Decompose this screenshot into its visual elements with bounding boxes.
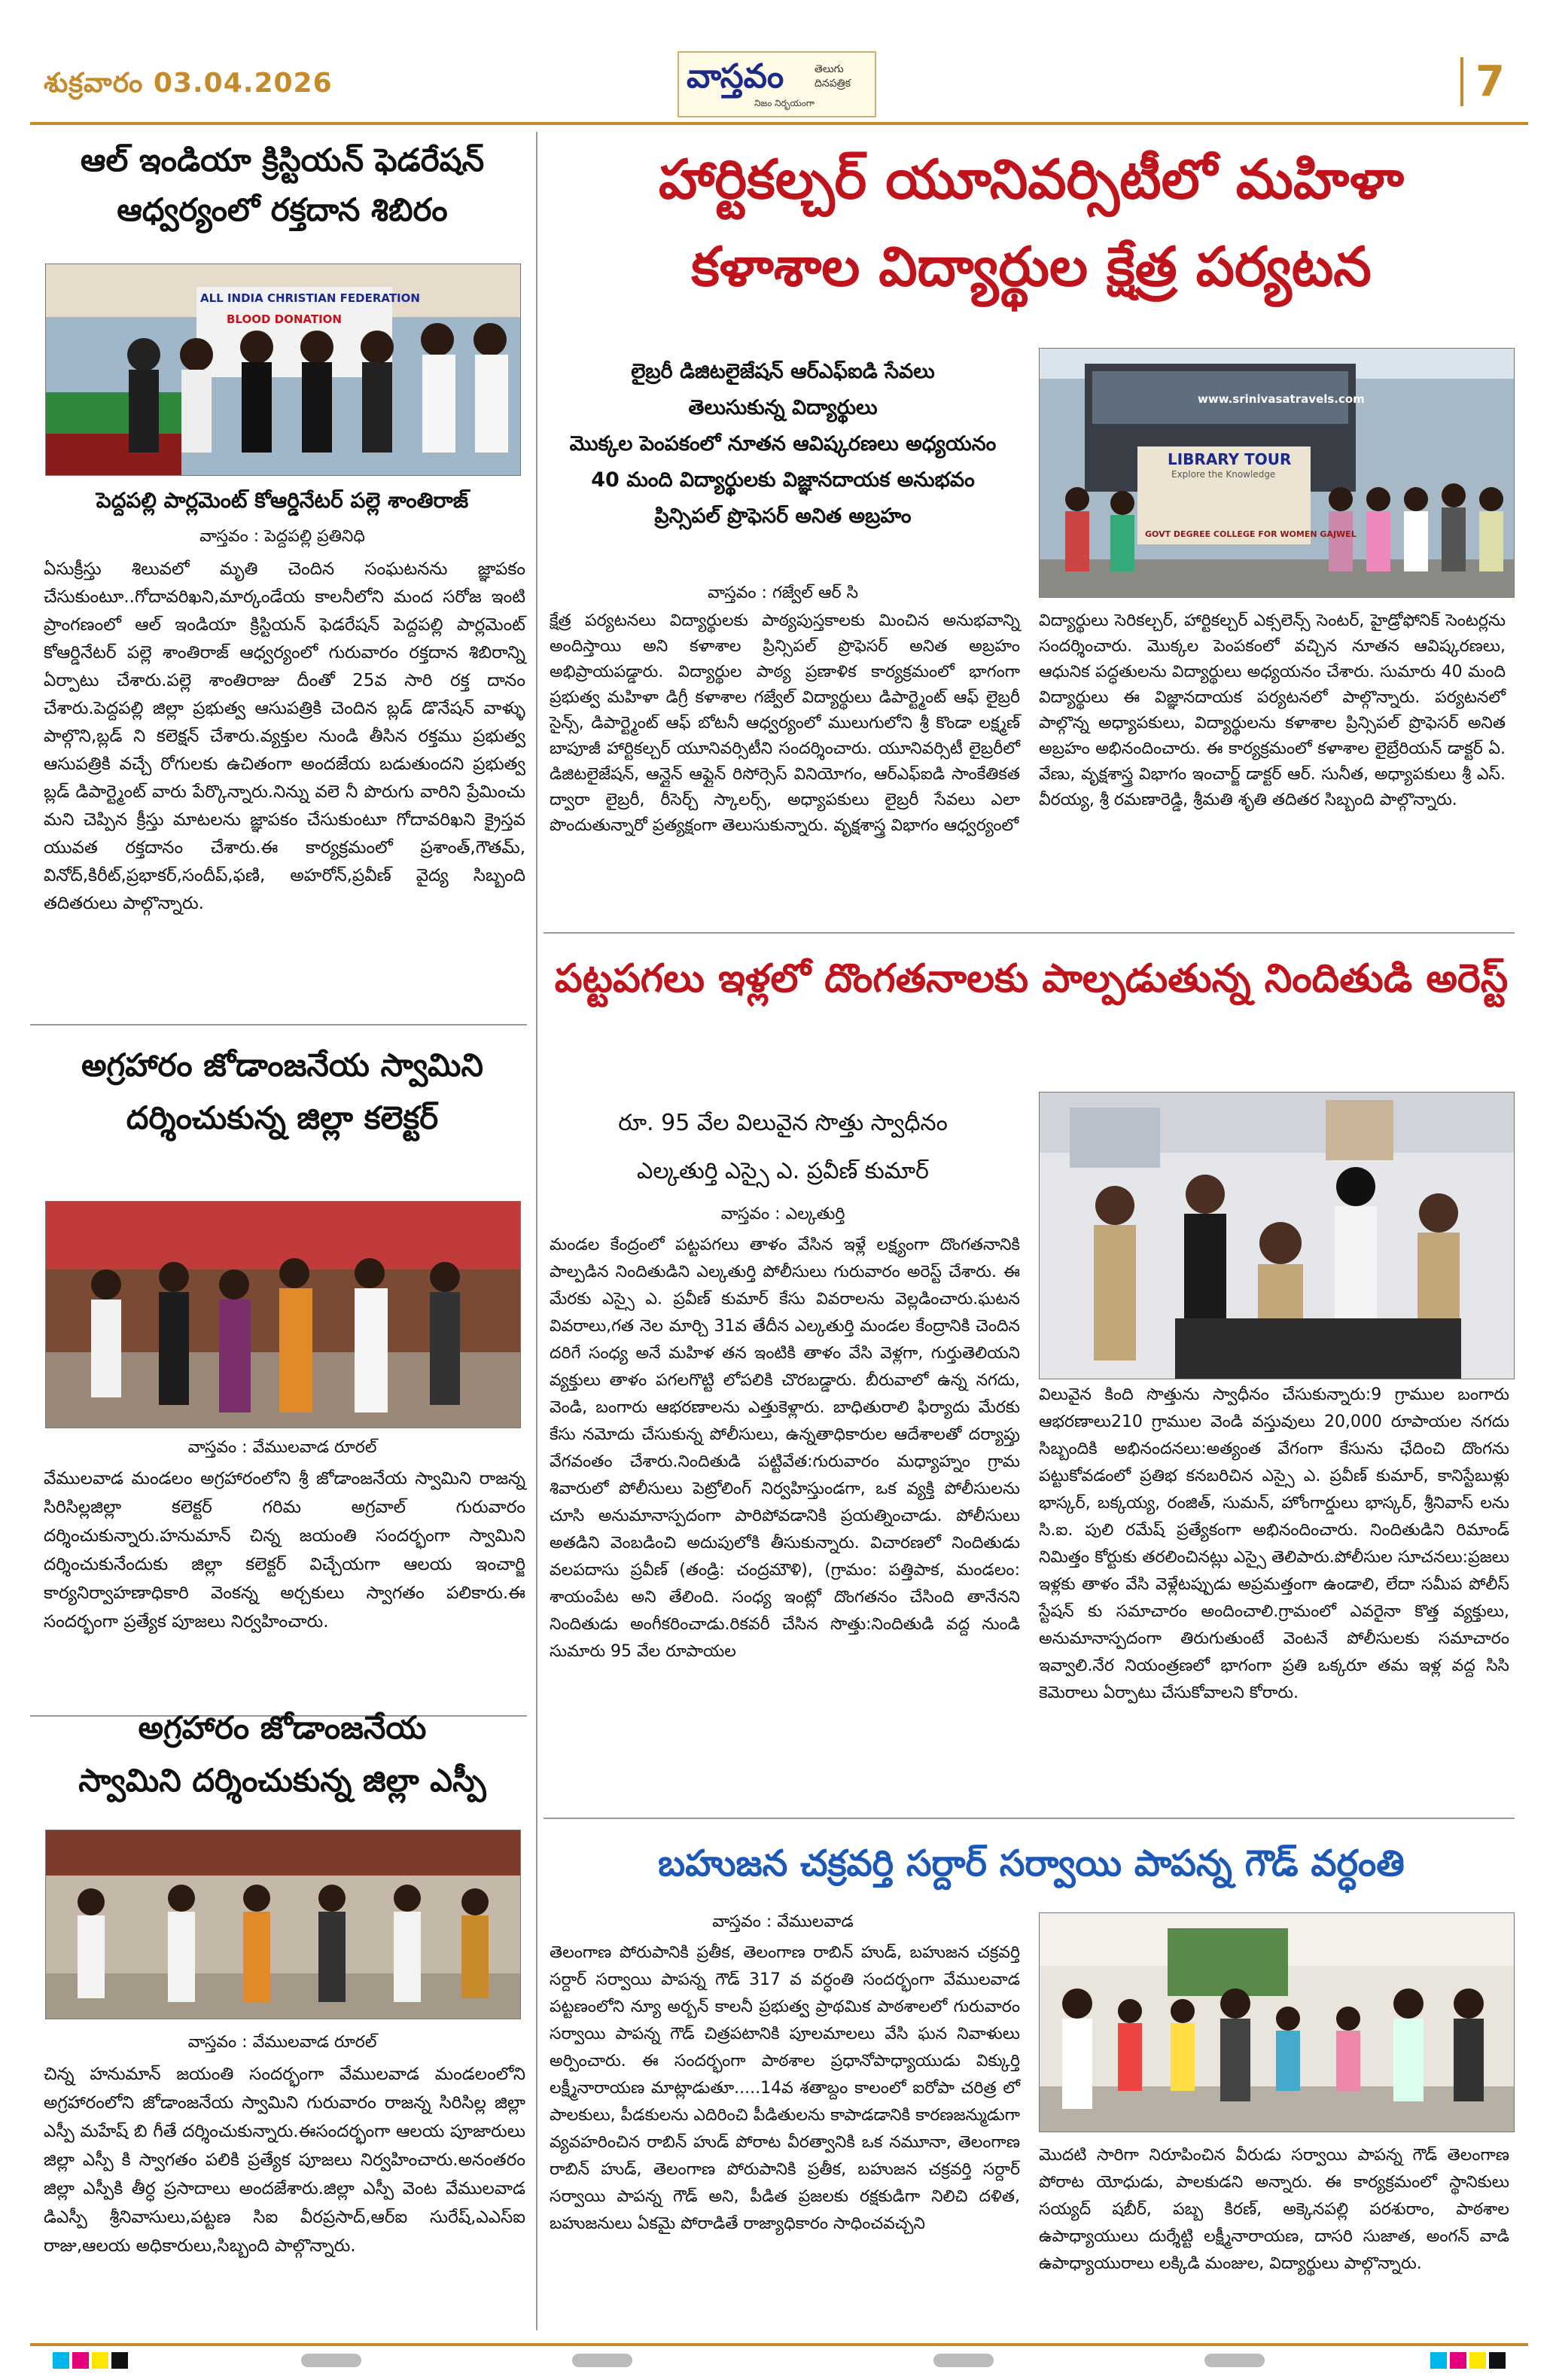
article4-subhead: ప్రిన్సిపల్ ప్రొఫెసర్ అనిత అబ్రహం (654, 504, 912, 528)
article3-photo (45, 1830, 521, 2019)
color-swatch (1469, 2352, 1486, 2369)
article4-dateline: వాస్తవం : గజ్వేల్ ఆర్ సి (707, 584, 859, 602)
article2-headline-line2: దర్శించుకున్న జిల్లా కలెక్టర్ (126, 1099, 439, 1136)
article4-subhead: తెలుసుకున్న విద్యార్థులు (688, 396, 878, 419)
article1-photo (45, 264, 521, 476)
section-divider (544, 1818, 1515, 1819)
registration-mark (1204, 2354, 1265, 2367)
bus-website-text: www.srinivasatravels.com (1198, 392, 1365, 406)
article6-headline: బహుజన చక్రవర్తి సర్దార్ సర్వాయి పాపన్న గౌడ్ వర్ధంతి (658, 1842, 1405, 1885)
article4-headline-line1: హార్టికల్చర్ యూనివర్సిటీలో మహిళా (659, 148, 1404, 211)
article6-body-left: తెలంగాణ పోరుపానికి ప్రతీక, తెలంగాణ రాబిన్ హుడ్, బహుజన చక్రవర్తి సర్దార్ సర్వాయి పాపన్న గౌడ్ 317 వ వర్ధంతి సందర్భంగా వేములవాడ పట్టణంలోని న్యూ అర్బన్ కాలనీ ప్రభుత్వ ప్రాథమిక పాఠశాలలో గురువారం సర్వాయి పాపన్న గౌడ్ చిత్రపటానికి పూలమాలలు వేసి ఘన నివాళులు అర్పించారు. ఈ సందర్భంగా పాఠశాల ప్రధానోపాధ్యాయుడు విక్కుర్తి లక్ష్మీనారాయణ మాట్లాడుతూ.....14వ శతాబ్దం కాలంలో ఐరోపా చరిత్ర లో పాలకులు, పీడకులను ఎదిరించి పీడితులను కాపాడడానికి కారణజన్ముడుగా వ్యవహరించిన రాబిన్ హుడ్ పోరాట వీరత్వానికి ఒక నమూనా, తెలంగాణ రాబిన్ హుడ్, తెలంగాణ పోరుపానికి ప్రతీక, బహుజన చక్రవర్తి సర్దార్ సర్వాయి పాపన్న గౌడ్ అని, పీడిత ప్రజలకు రక్షకుడిగా నిలిచి దళిత, బహుజనులు ఏకమై పోరాడితే రాజ్యాధికారం సాధించవచ్చని (550, 1943, 1020, 2233)
article1-headline-line1: ఆల్ ఇండియా క్రిస్టియన్ ఫెడరేషన్ (80, 142, 485, 178)
article5-body-right: విలువైన కింది సొత్తును స్వాధీనం చేసుకున్నారు:9 గ్రాముల బంగారు ఆభరణాలు210 గ్రాముల వెండి వస్తువులు 20,000 రూపాయల నగదు సిబ్బందికి అభినందనలు:అత్యంత వేగంగా కేసును ఛేదించి దొంగను పట్టుకోవడంలో ప్రతిభ కనబరిచిన ఎస్సై ఎ. ప్రవీణ్ కుమార్, కానిస్టేబుళ్లు భాస్కర్, బక్కయ్య, రంజిత్, సుమన్, హోంగార్డులు భాస్కర్, శ్రీనివాస్ లను సి.ఐ. పులి రమేష్ ప్రత్యేకంగా అభినందించారు. నిందితుడిని రిమాండ్ నిమిత్తం కోర్టుకు తరలించినట్లు ఎస్సై తెలిపారు.పోలీసుల సూచనలు:ప్రజలు ఇళ్లకు తాళం వేసి వెళ్లేటప్పుడు అప్రమత్తంగా ఉండాలి, లేదా సమీప పోలీస్ స్టేషన్ కు సమాచారం అందించాలి.గ్రామంలో ఎవరైనా కొత్త వ్యక్తులు, అనుమానాస్పదంగా తిరుగుతుంటే వెంటనే పోలీసులకు సమాచారం ఇవ్వాలి.నేర నియంత్రణలో భాగంగా ప్రతి ఒక్కరూ తమ ఇళ్ల వద్ద సిసి కెమెరాలు ఏర్పాటు చేసుకోవాలని కోరారు. (1039, 1385, 1509, 1702)
police-arrest-photo (1040, 1092, 1514, 1379)
article2-headline (30, 1039, 534, 1144)
collector-temple-photo (46, 1202, 520, 1428)
color-swatch (1489, 2352, 1506, 2369)
library-tour-subtext: Explore the Knowledge (1171, 469, 1276, 480)
registration-mark (572, 2354, 632, 2367)
college-name-banner: GOVT DEGREE COLLEGE FOR WOMEN GAJWEL (1145, 529, 1357, 539)
school-tribute-photo (1040, 1913, 1514, 2132)
article4-headline (542, 136, 1521, 310)
registration-mark (301, 2354, 361, 2367)
article4-body-right: విద్యార్థులు సెరికల్చర్, హార్టికల్చర్ ఎక్సలెన్స్ సెంటర్, హైడ్రోఫోనిక్ సెంటర్లను సందర్శించారు. మొక్కల పెంపకంలో వచ్చిన నూతన ఆవిష్కరణలు, ఆధునిక పద్ధతులను విద్యార్థులు అధ్యయనం చేశారు. సుమారు 40 మంది విద్యార్థులు ఈ విజ్ఞానదాయక పర్యటనలో పాల్గొన్నారు. పర్యటనలో పాల్గొన్న అధ్యాపకులు, విద్యార్థులను కళాశాల ప్రిన్సిపల్ ప్రొఫెసర్ అనిత అబ్రహం అభినందించారు. ఈ కార్యక్రమంలో కళాశాల లైబ్రేరియన్ డాక్టర్ ఏ. వేణు, వృక్షశాస్త్ర విభాగం ఇంచార్జ్ డాక్టర్ ఆర్. సునీత, అధ్యాపకులు శ్రీ ఎస్. వీరయ్య, శ్రీ రమణారెడ్డి, శ్రీమతి శృతి తదితర సిబ్బంది పాల్గొన్నారు. (1039, 611, 1506, 809)
photo-banner-subtext: BLOOD DONATION (227, 312, 342, 326)
article1-caption: పెద్దపల్లి పార్లమెంట్ కోఆర్డినేటర్ పల్లె శాంతిరాజ్ (96, 488, 469, 513)
color-swatch (72, 2352, 89, 2369)
article2-dateline: వాస్తవం : వేములవాడ రూరల్ (187, 1438, 377, 1457)
article5-dateline: వాస్తవం : ఎల్కతుర్తి (720, 1205, 845, 1224)
article4-photo (1039, 348, 1515, 598)
photo-banner-text: ALL INDIA CHRISTIAN FEDERATION (200, 291, 420, 305)
registration-mark (933, 2354, 994, 2367)
logo-subtitle: తెలుగు దినపత్రిక (815, 63, 851, 90)
college-tour-photo (1040, 349, 1514, 597)
article5-subheads (550, 1099, 1016, 1196)
article4-body-left: క్షేత్ర పర్యటనలు విద్యార్థులకు పాఠ్యపుస్తకాలకు మించిన అనుభవాన్ని అందిస్తాయి అని కళాశాల ప్రిన్సిపల్ ప్రొఫెసర్ అనిత అబ్రహం అభిప్రాయపడ్డారు. విద్యార్థుల పాఠ్య ప్రణాళిక కార్యక్రమంలో భాగంగా ప్రభుత్వ మహిళా డిగ్రీ కళాశాల గజ్వేల్ విద్యార్థులు డిపార్ట్మెంట్ ఆఫ్ లైబ్రరీ సైన్స్, డిపార్ట్మెంట్ ఆఫ్ బోటనీ ఆధ్వర్యంలో ములుగులోని శ్రీ కొండా లక్ష్మణ్ బాపూజీ హార్టికల్చర్ యూనివర్సిటీని సందర్శించారు. యూనివర్సిటీ లైబ్రరీలో డిజిటలైజేషన్, ఆన్లైన్ ఆఫ్లైన్ రిసోర్సెస్ వినియోగం, ఆర్ఎఫ్ఐడి సాంకేతికత ద్వారా లైబ్రరీ, రీసెర్చ్ స్కాలర్స్, అధ్యాపకులు లైబ్రరీ సేవలు ఎలా పొందుతున్నారో ప్రత్యక్షంగా తెలుసుకున్నారు. వృక్షశాస్త్ర విభాగం ఆధ్వర్యంలో (550, 611, 1020, 835)
section-divider (544, 932, 1515, 934)
column-divider (536, 132, 537, 2330)
header-rule (30, 122, 1528, 125)
article3-headline (30, 1702, 534, 1807)
article2-body: వేములవాడ మండలం అగ్రహారంలోని శ్రీ జోడాంజనేయ స్వామిని రాజన్న సిరిసిల్లజిల్లా కలెక్టర్ గరిమ అగ్రవాల్ గురువారం దర్శించుకున్నారు.హనుమాన్ చిన్న జయంతి సందర్భంగా స్వామిని దర్శించుకునేందుకు జిల్లా కలెక్టర్ విచ్చేయగా ఆలయ ఇంచార్జి కార్యనిర్వాహణాధికారి వెంకన్న అర్చకులు స్వాగతం పలికారు.ఈ సందర్భంగా ప్రత్యేక పూజలు నిర్వహించారు. (44, 1469, 525, 1632)
color-swatch (111, 2352, 128, 2369)
article4-subheads (550, 354, 1016, 535)
article1-headline (30, 136, 534, 235)
article3-headline-line2: స్వామిని దర్శించుకున్న జిల్లా ఎస్పీ (78, 1762, 486, 1799)
library-tour-banner: LIBRARY TOUR (1168, 450, 1292, 468)
article5-body-left: మండల కేంద్రంలో పట్టపగలు తాళం వేసిన ఇళ్లే లక్ష్యంగా దొంగతనానికి పాల్పడిన నిందితుడిని ఎల్కతుర్తి పోలీసులు గురువారం అరెస్ట్ చేశారు. ఈ మేరకు ఎస్సై ఎ. ప్రవీణ్ కుమార్ కేసు వివరాలను వెల్లడించారు.ఘటన వివరాలు,గత నెల మార్చి 31వ తేదీన ఎల్కతుర్తి మండల కేంద్రానికి చెందిన దరిగే సంధ్య అనే మహిళ తన ఇంటికి తాళం వేసి వెళ్లగా, గుర్తుతెలియని వ్యక్తులు తాళం పగలగొట్టి లోపలికి చొరబడ్డారు. బీరువాలో ఉన్న నగదు, వెండి, బంగారు ఆభరణాలను ఎత్తుకెళ్లారు. బాధితురాలి ఫిర్యాదు మేరకు కేసు నమోదు చేసుకున్న పోలీసులు, ఉన్నతాధికారుల ఆదేశాలతో దర్యాప్తు వేగవంతం చేశారు.నిందితుడి పట్టివేత:గురువారం మధ్యాహ్నం గ్రామ శివారులో పోలీసులు పెట్రోలింగ్ నిర్వహిస్తుండగా, ఒక వ్యక్తి పోలీసులను చూసి అనుమానాస్పదంగా పారిపోవడానికి ప్రయత్నించాడు. పోలీసులు అతడిని వెంబడించి అదుపులోకి తీసుకున్నారు. విచారణలో నిందితుడు వలపదాసు ప్రవీణ్ (తండ్రి: చంద్రమౌళి), (గ్రామం: పత్తిపాక, మండలం: శాయంపేట అని తేలింది. సంధ్య ఇంట్లో దొంగతనం చేసింది తానేనని నిందితుడు అంగీకరించాడు.రికవరీ చేసిన సొత్తు:నిందితుడి వద్ద నుండి సుమారు 95 వేల రూపాయల (550, 1236, 1020, 1661)
page-number: 7 (1460, 57, 1505, 106)
article6-dateline: వాస్తవం : వేములవాడ (712, 1912, 854, 1931)
page-date: శుక్రవారం 03.04.2026 (44, 68, 333, 99)
article6-body-right: మొదటి సారిగా నిరూపించిన వీరుడు సర్వాయి పాపన్న గౌడ్ తెలంగాణ పోరాట యోధుడు, పాలకుడని అన్నారు. ఈ కార్యక్రమంలో స్థానికులు సయ్యద్ షబీర్, పబ్బ కిరణ్, అక్కెనపల్లి పరశురాం, పాఠశాల ఉపాధ్యాయులు దుర్శేట్టి లక్ష్మీనారాయణ, దాసరి సుజాత, అంగన్ వాడి ఉపాధ్యాయురాలు లక్కిడి మంజుల, విద్యార్థులు పాల్గొన్నారు. (1039, 2146, 1509, 2273)
article1-body: ఏసుక్రీస్తు శిలువలో మృతి చెందిన సంఘటనను జ్ఞాపకం చేసుకుంటూ..గోదావరిఖని,మార్కండేయ కాలనీలోని మంద సరోజ ఇంటి ప్రాంగణంలో ఆల్ ఇండియా క్రిస్టియన్ ఫెడరేషన్ పెద్దపల్లి పార్లమెంట్ కోఆర్డినేటర్ పల్లె శాంతిరాజ్ ఆధ్వర్యంలో గురువారం రక్తదాన శిబిరాన్ని ఏర్పాటు చేశారు.పల్లె శాంతిరాజు దీంతో 25వ సారి రక్త దానం చేశారు.పెద్దపల్లి జిల్లా ప్రభుత్వ ఆసుపత్రికి చెందిన బ్లడ్ డొనేషన్ వాళ్ళు పాల్గొని,బ్లడ్ ని కలెక్షన్ చేశారు.వ్యక్తుల నుండి తీసిన రక్తము ప్రభుత్వ ఆసుపత్రికి వచ్చే రోగులకు ఉచితంగా అందజేయ బడుతుందని ప్రభుత్వ బ్లడ్ డిపార్ట్మెంట్ వారు పేర్కొన్నారు.నిన్ను వలె నీ పొరుగు వారిని ప్రేమించు మని చెప్పిన క్రీస్తు మాటలను జ్ఞాపకం చేసుకుంటూ గోదావరిఖని క్రైస్తవ యువత రక్తదానం చేశారు.ఈ కార్యక్రమంలో ప్రశాంత్,గౌతమ్, వినోద్,కిరీట్,ప్రభాకర్,సందీప్,ఫణి, అహరోన్,ప్రవీణ్ వైద్య సిబ్బంది తదితరులు పాల్గొన్నారు. (44, 559, 525, 913)
logo-tagline: నిజం నిర్భయంగా (754, 98, 815, 108)
footer-rule (30, 2343, 1528, 2346)
color-swatch (1430, 2352, 1447, 2369)
article5-headline: పట్టపగలు ఇళ్లలో దొంగతనాలకు పాల్పడుతున్న నిందితుడి అరెస్ట్ (554, 956, 1509, 1001)
article6-photo (1039, 1912, 1515, 2132)
color-swatch (53, 2352, 69, 2369)
article4-subhead: లైబ్రరీ డిజిటలైజేషన్ ఆర్ఎఫ్ఐడి సేవలు (631, 360, 935, 383)
article3-headline-line1: అగ్రహారం జోడాంజనేయ (138, 1709, 427, 1746)
article4-subhead: మొక్కల పెంపకంలో నూతన ఆవిష్కరణలు అధ్యయనం (569, 432, 997, 456)
color-swatch (1450, 2352, 1466, 2369)
color-swatch (92, 2352, 108, 2369)
article4-headline-line2: కళాశాల విద్యార్థుల క్షేత్ర పర్యటన (691, 235, 1372, 298)
article2-photo (45, 1201, 521, 1428)
article4-subhead: 40 మంది విద్యార్థులకు విజ్ఞానదాయక అనుభవం (591, 468, 975, 492)
article2-headline-line1: అగ్రహారం జోడాంజనేయ స్వామిని (81, 1047, 483, 1083)
article3-dateline: వాస్తవం : వేములవాడ రూరల్ (187, 2033, 377, 2052)
newspaper-logo: వాస్తవం (687, 57, 784, 96)
article1-headline-line2: ఆధ్వర్యంలో రక్తదాన శిబిరం (117, 191, 448, 228)
article5-photo (1039, 1092, 1515, 1379)
section-divider (30, 1024, 527, 1025)
article1-dateline: వాస్తవం : పెద్దపల్లి ప్రతినిధి (199, 527, 365, 546)
sp-temple-photo (46, 1830, 520, 2019)
article5-subhead: ఎల్కతుర్తి ఎస్సై ఎ. ప్రవీణ్ కుమార్ (637, 1158, 929, 1184)
newspaper-masthead (678, 51, 876, 117)
article5-subhead: రూ. 95 వేల విలువైన సొత్తు స్వాధీనం (618, 1110, 948, 1136)
article3-body: చిన్న హనుమాన్ జయంతి సందర్భంగా వేములవాడ మండలంలోని అగ్రహారంలోని జోడాంజనేయ స్వామిని గురువారం రాజన్న సిరిసిల్ల జిల్లా ఎస్పీ మహేష్ బి గీతే దర్శించుకున్నారు.ఈసందర్భంగా ఆలయ పూజారులు జిల్లా ఎస్పీ కి స్వాగతం పలికి ప్రత్యేక పూజలు నిర్వహించారు.అనంతరం జిల్లా ఎస్పీకి తీర్ధ ప్రసాదాలు అందజేశారు.జిల్లా ఎస్పీ వెంట వేములవాడ డిఎస్పీ శ్రీనివాసులు,పట్టణ సిఐ వీరప్రసాద్,ఆర్ఐ సురేష్,ఎఎస్ఐ రాజు,ఆలయ అధికారులు,సిబ్బంది పాల్గొన్నారు. (44, 2065, 525, 2256)
